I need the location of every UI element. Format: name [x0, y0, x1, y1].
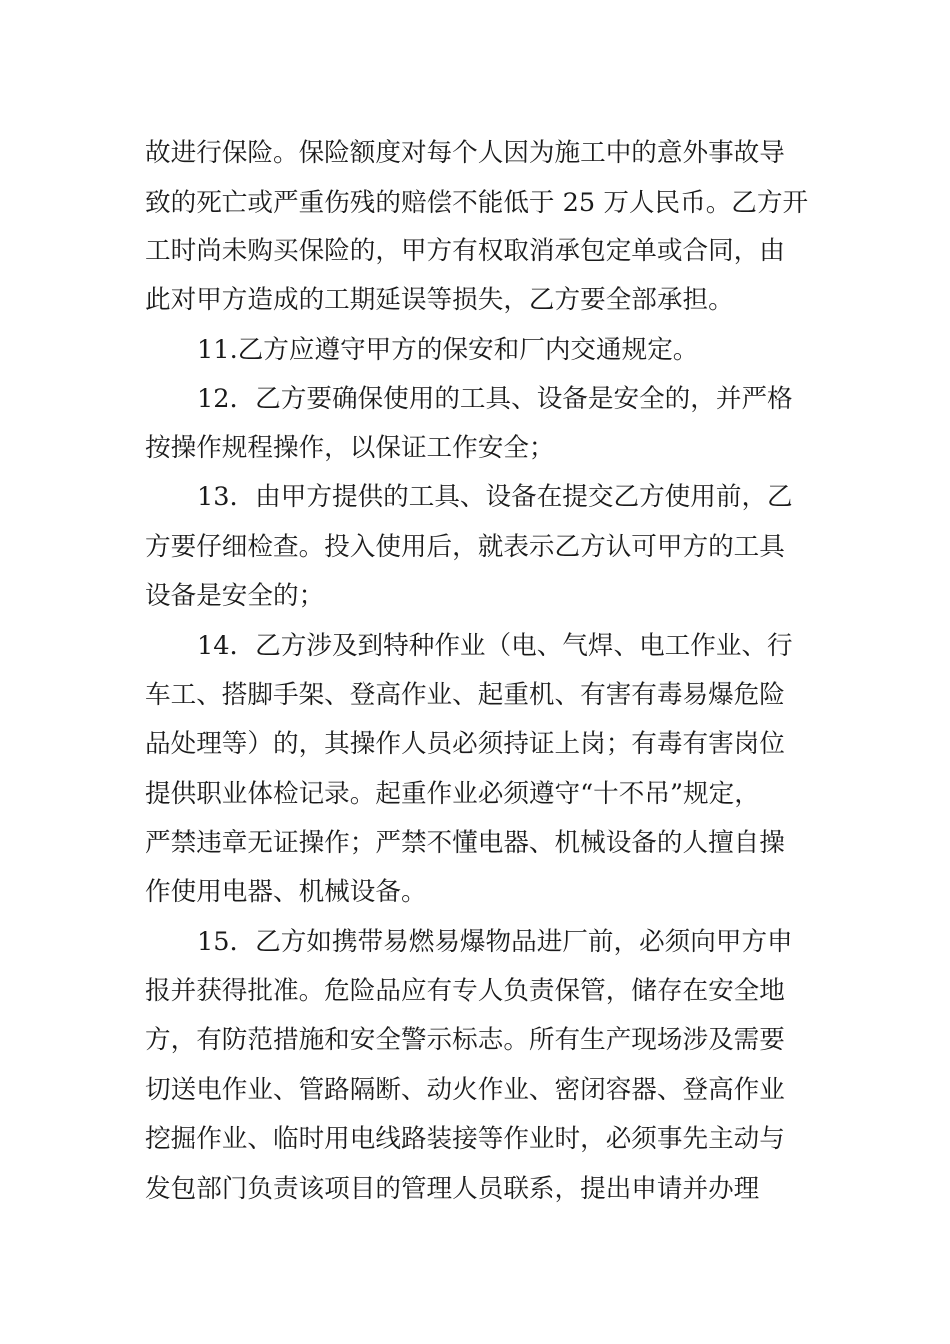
paragraph-12: 12．乙方要确保使用的工具、设备是安全的，并严格 [197, 384, 793, 414]
text-line: 严禁违章无证操作；严禁不懂电器、机械设备的人擅自操 [145, 828, 785, 858]
text-line: 致的死亡或严重伤残的赔偿不能低于 25 万人民币。乙方开 [145, 188, 809, 218]
text-line: 发包部门负责该项目的管理人员联系，提出申请并办理 [145, 1174, 760, 1204]
paragraph-15: 15．乙方如携带易燃易爆物品进厂前，必须向甲方申 [197, 927, 793, 957]
text-line: 故进行保险。保险额度对每个人因为施工中的意外事故导 [145, 138, 785, 168]
text-line: 按操作规程操作，以保证工作安全； [145, 433, 555, 463]
paragraph-11: 11.乙方应遵守甲方的保安和厂内交通规定。 [197, 335, 699, 365]
text-line: 方，有防范措施和安全警示标志。所有生产现场涉及需要 [145, 1025, 785, 1055]
text-line: 品处理等）的，其操作人员必须持证上岗；有毒有害岗位 [145, 729, 785, 759]
text-line: 提供职业体检记录。起重作业必须遵守“十不吊”规定， [145, 779, 760, 809]
text-line: 切送电作业、管路隔断、动火作业、密闭容器、登高作业 [145, 1075, 785, 1105]
text-line: 车工、搭脚手架、登高作业、起重机、有害有毒易爆危险 [145, 680, 785, 710]
text-line: 挖掘作业、临时用电线路装接等作业时，必须事先主动与 [145, 1124, 785, 1154]
text-line: 作使用电器、机械设备。 [145, 877, 427, 907]
paragraph-13: 13．由甲方提供的工具、设备在提交乙方使用前，乙 [197, 482, 793, 512]
paragraph-14: 14．乙方涉及到特种作业（电、气焊、电工作业、行 [197, 631, 793, 661]
text-line: 报并获得批准。危险品应有专人负责保管，储存在安全地 [145, 976, 785, 1006]
text-line: 工时尚未购买保险的，甲方有权取消承包定单或合同，由 [145, 236, 785, 266]
text-line: 设备是安全的； [145, 581, 325, 611]
text-line: 此对甲方造成的工期延误等损失，乙方要全部承担。 [145, 285, 734, 315]
text-line: 方要仔细检查。投入使用后，就表示乙方认可甲方的工具 [145, 532, 785, 562]
